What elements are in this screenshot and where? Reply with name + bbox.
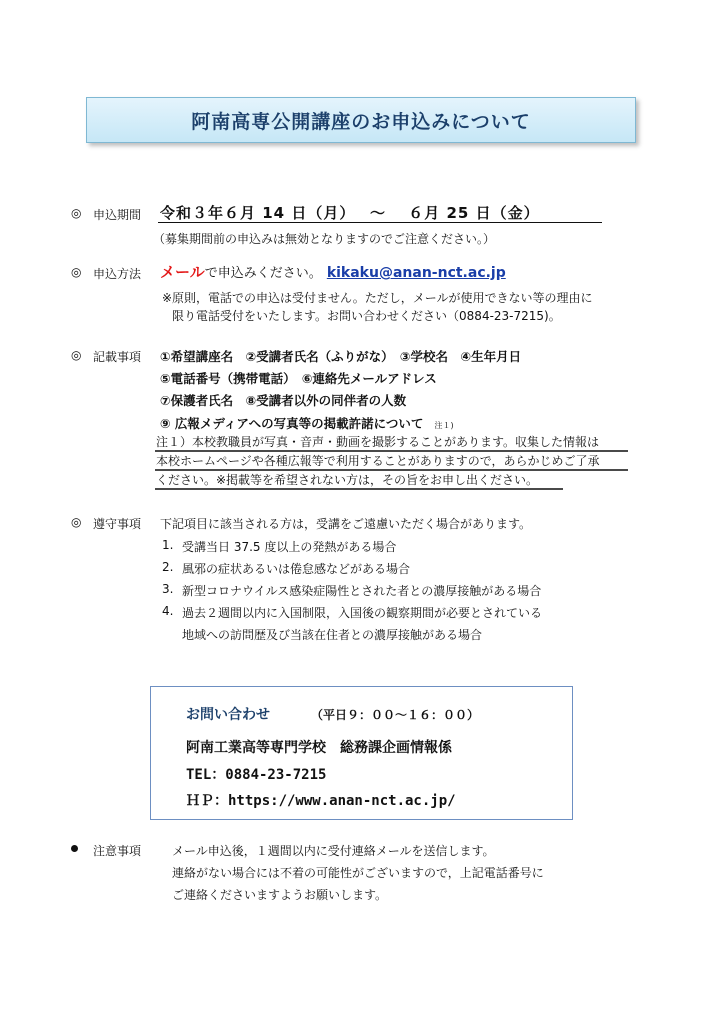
- method-note-line1: ※原則，電話での申込は受付ません。ただし，メールが使用できない等の理由に: [162, 291, 593, 305]
- rule-4-num: 4.: [162, 604, 174, 618]
- caution-line1: メール申込後，１週間以内に受付連絡メールを送信します。: [172, 844, 495, 858]
- caution-bullet-icon: [71, 845, 78, 852]
- period-note: （募集期間前の申込みは無効となりますのでご注意ください。）: [153, 232, 496, 246]
- caution-label: 注意事項: [93, 844, 142, 858]
- rule-2-num: 2.: [162, 560, 174, 574]
- mail-suffix: で申込みください。: [204, 266, 322, 281]
- title-banner: [86, 97, 636, 143]
- items-row4-note: 注１): [434, 421, 454, 430]
- rule-4-continuation: 地域への訪問歴及び当該在住者との濃厚接触がある場合: [182, 628, 483, 642]
- contact-hours: （平日９：００～１６：００）: [311, 708, 480, 722]
- method-note-line2: 限り電話受付をいたします。お問い合わせください（0884-23-7215)。: [172, 309, 561, 323]
- contact-tel: TEL：0884-23-7215: [186, 767, 327, 783]
- items-row3: ⑦保護者氏名 ⑧受講者以外の同伴者の人数: [160, 393, 407, 408]
- rule-4-text: 過去２週間以内に入国制限，入国後の観察期間が必要とされている: [182, 606, 543, 620]
- footnote-underline3: [155, 488, 563, 490]
- items-row4: ⑨ 広報メディアへの写真等の掲載許諾について: [160, 416, 424, 431]
- footnote-line1: 注１）本校教職員が写真・音声・動画を撮影することがあります。収集した情報は: [156, 435, 600, 449]
- footnote-line3: ください。※掲載等を希望されない方は，その旨をお申し出ください。: [156, 473, 539, 487]
- items-row2: ⑤電話番号（携帯電話） ⑥連絡先メールアドレス: [160, 371, 437, 386]
- contact-title: お問い合わせ: [186, 707, 270, 723]
- period-label: 申込期間: [93, 208, 142, 222]
- contact-hp[interactable]: ＨＰ：https://www.anan-nct.ac.jp/: [186, 793, 456, 809]
- email-link[interactable]: kikaku@anan-nct.ac.jp: [326, 265, 506, 281]
- rules-marker: ◎: [71, 515, 82, 529]
- mail-word: メール: [160, 263, 205, 281]
- contact-box: [150, 686, 573, 820]
- rule-1-text: 受講当日 37.5 度以上の発熱がある場合: [182, 540, 397, 554]
- method-line: [160, 261, 506, 282]
- caution-line2: 連絡がない場合には不着の可能性がございますので，上記電話番号に: [172, 866, 544, 880]
- period-marker: ◎: [71, 206, 82, 220]
- items-label: 記載事項: [93, 350, 142, 364]
- period-range: 令和３年６月 14 日（月） ～ ６月 25 日（金）: [160, 204, 540, 222]
- rules-intro: 下記項目に該当される方は，受講をご遠慮いただく場合があります。: [160, 517, 532, 531]
- caution-line3: ご連絡くださいますようお願いします。: [172, 888, 388, 902]
- rule-3-num: 3.: [162, 582, 174, 596]
- footnote-line2: 本校ホームページや各種広報等で利用することがありますので，あらかじめご了承: [156, 454, 600, 468]
- contact-org: 阿南工業高等専門学校 総務課企画情報係: [186, 740, 452, 756]
- items-marker: ◎: [71, 348, 82, 362]
- method-marker: ◎: [71, 265, 82, 279]
- rules-label: 遵守事項: [93, 517, 142, 531]
- items-row1: ①希望講座名 ②受講者氏名（ふりがな） ③学校名 ④生年月日: [160, 349, 522, 364]
- page-title: 阿南高専公開講座のお申込みについて: [191, 110, 531, 133]
- rule-3-text: 新型コロナウイルス感染症陽性とされた者との濃厚接触がある場合: [182, 584, 542, 598]
- period-underline: [158, 222, 602, 223]
- method-label: 申込方法: [93, 267, 142, 281]
- rule-2-text: 風邪の症状あるいは倦怠感などがある場合: [182, 562, 411, 576]
- items-row4-wrap: [160, 413, 454, 432]
- rule-1-num: 1.: [162, 538, 174, 552]
